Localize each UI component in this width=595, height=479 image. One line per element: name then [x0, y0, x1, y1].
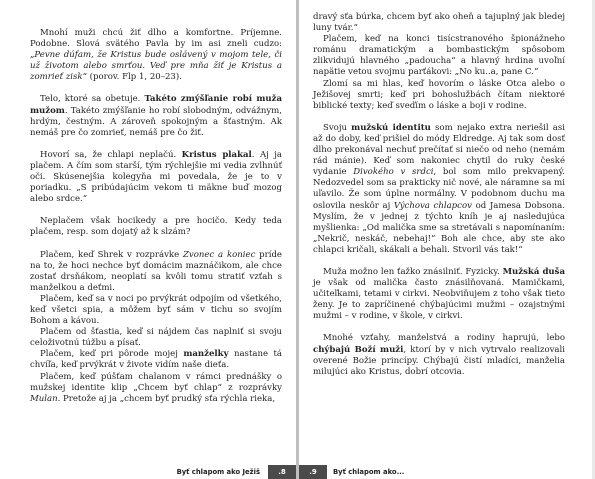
paragraph: dravý sťa búrka, chcem byť ako oheň a tajuplný jak bledej luny tvár.“	[313, 12, 565, 34]
paragraph: Plačem, keď sa v noci po prvýkrát odpojím od všetkého, keď všetci spia, a môžem byť sám v tichu so svojím Bohom a kávou.	[30, 293, 282, 327]
paragraph: Zlomí sa mi hlas, keď hovorím o láske Otca alebo o Ježišovej smrti; keď pri bohoslužbách čítam niektoré biblické texty; keď sveďím o láske a boji v rodine.	[313, 78, 565, 111]
page-number: .9	[299, 465, 327, 479]
paragraph: Plačem, keď na konci tisícstranového špionážneho románu dramatickým a bombastickým spôsobom zlikvidujú hlavného „padoucha“ a hlavný hrdina uvoľní napätie vetou svojmu parťákovi: „No ku..a, pane C.“	[313, 34, 565, 78]
left-page-footer	[0, 465, 296, 479]
paragraph: Mnohí muži chcú žiť dlho a komfortne. Príjemne. Podobne. Slová svätého Pavla by im asi zneli cudzo: „Pevne dúfam, že Kristus bude oslávený v mojom tele, či už životom alebo smrťou. Veď pre mňa žiť je Kristus a zomrieť zisk“ (porov. Flp 1, 20–23).	[30, 28, 282, 83]
paragraph: Svoju mužskú identitu som nejako extra neriešil asi až do doby, keď prišiel do módy Eldredge. Aj tak som dosť dlho prekonával nechuť prečítať si niečo od neho (nemám rád mánie). Keď som nakoniec chytil do ruky české vydanie Divokého v srdci, bol som milo prekvapený. Nedozvedel som sa prakticky nič nové, ale náramne sa mi uľavilo. Že som úplne normálny. V podobnom duchu ma oslovila neskôr aj Výchova chlapcov od Jamesa Dobsona. Myslím, že v jednej z týchto kníh je aj nasledujúca myšlienka: „Od malička sme sa stretávali s napomínaním: „Nekrič, neskáč, nebehaj!“ Boh ale chce, aby ste ako chlapci kričali, skákali a behali. Stvoril vás tak!“	[313, 122, 565, 255]
running-title: Byť chlapom ako...	[333, 468, 405, 476]
right-page-footer	[299, 465, 595, 479]
left-page-text	[30, 28, 282, 405]
paragraph: Muža možno len ťažko znásilniť. Fyzicky. Mužská duša je však od malička často znásilňovaná. Mamičkami, učiteľkami, tetami v cirkvi. Neobviňujem z toho však tieto ženy. Je to zapríčinené chýbajúcimi mužmi – ozajstnými mužmi – v rodine, v škole, v cirkvi.	[313, 266, 565, 322]
right-page-text	[313, 12, 565, 378]
paragraph: Hovorí sa, že chlapi neplačú. Kristus plakal. Aj ja plačem. A čím som starší, tým rýchlejšie mi vedia zvlhnúť oči. Skúsenejšia kolegyňa mi povedala, že je to v poriadku. „S pribúdajúcim vekom ti mäkne buď mozog alebo srdce.“	[30, 149, 282, 205]
paragraph: Mnohé vzťahy, manželstvá a rodiny haprujú, lebo chýbajú Boží muži, ktorí by v nich vytrvalo realizovali overené Božie princípy. Chýbajú čistí mladíci, manželia milujúci ako Kristus, dobrí otcovia.	[313, 333, 565, 377]
paragraph: Plačem, keď pri pôrode mojej manželky nastane tá chvíľa, keď prvýkrát v živote vidím naše dieťa.	[30, 349, 282, 371]
paragraph: Plačem, keď Shrek v rozprávke Zvonec a koniec príde na to, že hoci nechce byť domácim maznáčikom, ale chce zostať drsňákom, neoplatí sa kvôli tomu stratiť vzťah s manželkou a deťmi.	[30, 249, 282, 293]
left-page	[0, 0, 296, 479]
running-title: Byť chlapom ako Ježiš	[176, 468, 260, 476]
paragraph: Plačem od šťastia, keď si nájdem čas naplniť si svoju celoživotnú túžbu a písať.	[30, 327, 282, 349]
paragraph: Neplačem však hocikedy a pre hocičo. Kedy teda plačem, resp. som dojatý až k slzám?	[30, 216, 282, 238]
paragraph: Plačem, keď púšťam chalanom v rámci prednášky o mužskej identite klip „Chcem byť chlap“ z rozprávky Mulan. Pretože aj ja „chcem byť prudký sťa rýchla rieka,	[30, 371, 282, 404]
paragraph: Telo, ktoré sa obetuje. Takéto zmýšľanie robí muža mužom. Takéto zmýšľanie ho robí slobodným, odvážnym, hrdým, čestným. A zároveň spokojným a šťastným. Ak nemáš pre čo zomrieť, nemáš pre čo žiť.	[30, 94, 283, 138]
right-page	[299, 0, 595, 479]
page-number: .8	[268, 465, 296, 479]
